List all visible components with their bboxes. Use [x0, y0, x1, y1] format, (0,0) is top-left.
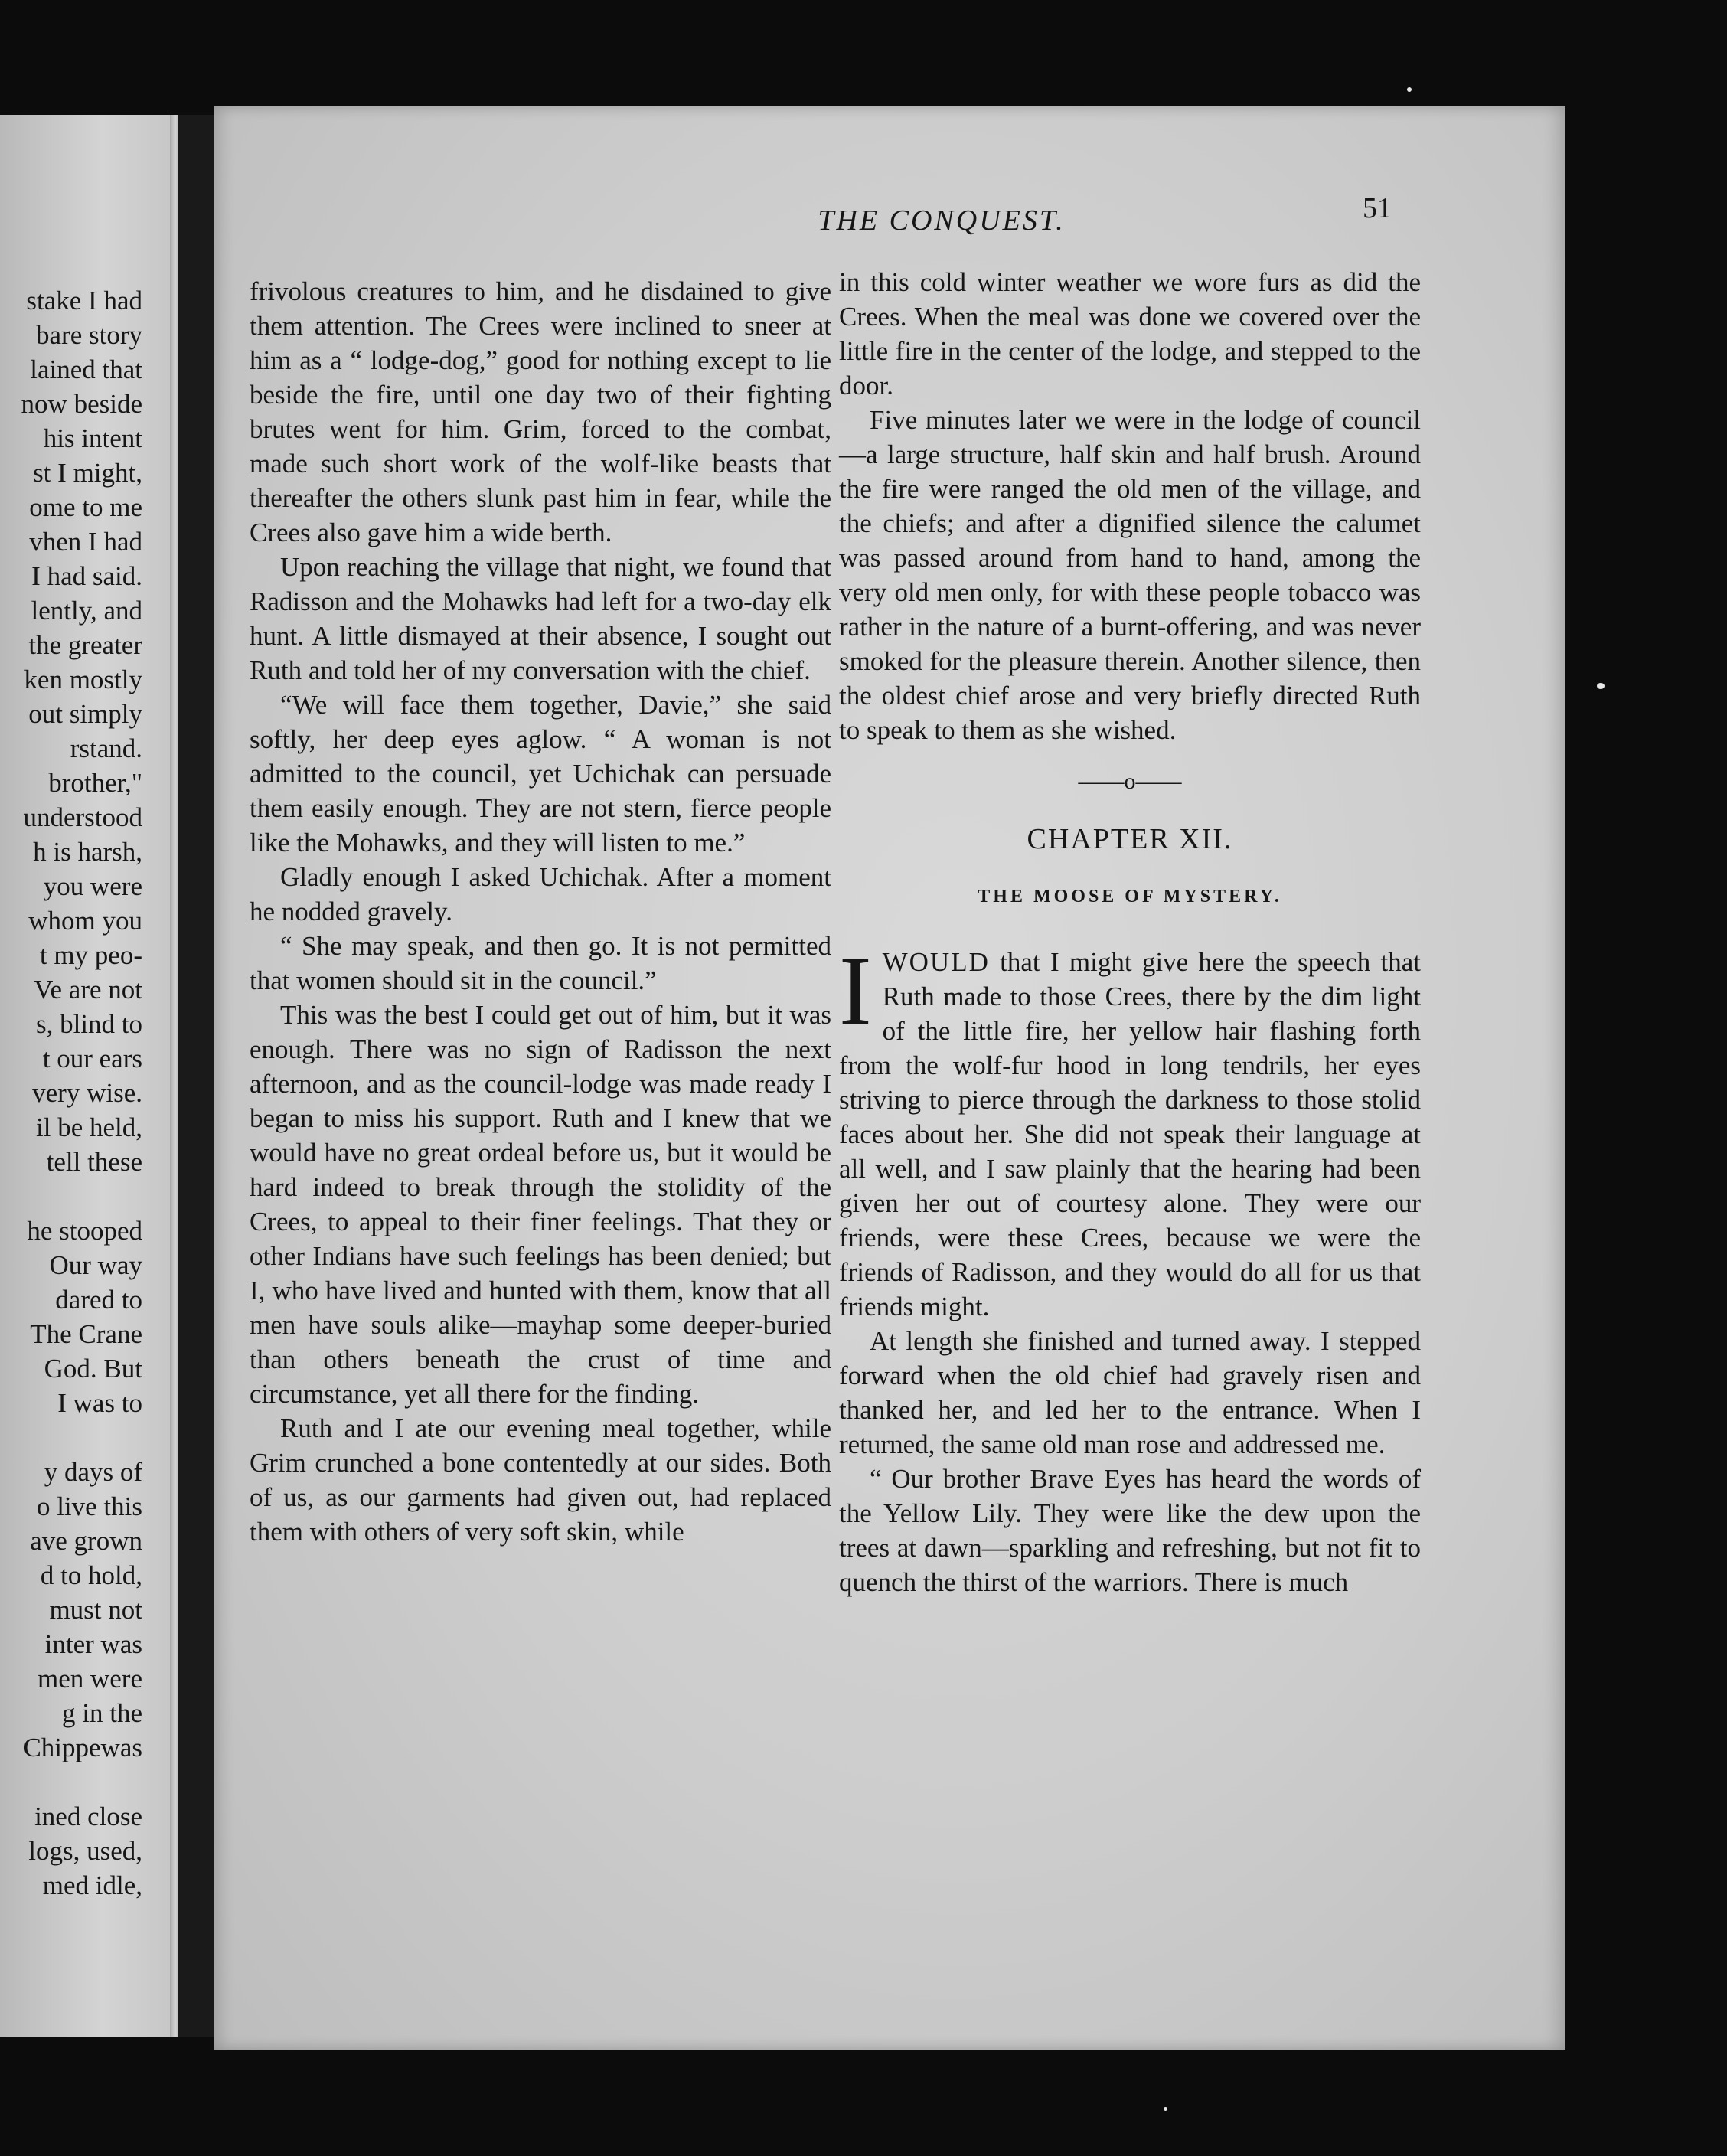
facing-page-line: Our way — [49, 1250, 142, 1280]
body-paragraph: Ruth and I ate our evening meal together, while Grim crunched a bone contentedly at our sides. Both of us, as our garments had given out, had replaced them with others of very soft skin, while — [250, 1413, 831, 1547]
facing-page-line: Ve are not — [34, 975, 142, 1004]
scan-speck — [1407, 87, 1412, 92]
facing-page-line: you were — [43, 871, 142, 901]
drop-cap: I — [839, 936, 872, 1045]
facing-page-line: ave grown — [30, 1526, 142, 1556]
facing-page-line: inter was — [44, 1629, 142, 1659]
facing-page-line: the greater — [28, 630, 142, 660]
facing-page-line: The Crane — [30, 1319, 142, 1349]
facing-page-line: out simply — [28, 699, 142, 729]
running-title: THE CONQUEST. — [818, 204, 1066, 237]
right-text-column — [839, 265, 1421, 1599]
right-column-opening-text — [839, 265, 1421, 747]
facing-page-line: Chippewas — [23, 1733, 142, 1762]
body-paragraph: in this cold winter weather we wore furs as did the Crees. When the meal was done we covered over the little fire in the center of the lodge, and stepped to the door. — [839, 267, 1421, 400]
facing-page-line — [21, 1179, 142, 1214]
facing-page-line: t our ears — [42, 1044, 142, 1073]
first-word: WOULD — [882, 947, 990, 977]
facing-page-line: God. But — [44, 1354, 142, 1383]
facing-page-fragment — [0, 115, 170, 2037]
facing-page-line: men were — [37, 1664, 142, 1694]
facing-page-line: il be held, — [36, 1112, 142, 1142]
facing-page-line — [21, 1420, 142, 1455]
facing-page-line: ome to me — [29, 492, 142, 522]
facing-page-line: stake I had — [26, 286, 142, 315]
scan-speck — [1597, 683, 1605, 689]
facing-page-line: med idle, — [42, 1870, 142, 1900]
facing-page-line: ined close — [34, 1802, 142, 1831]
facing-page-line: d to hold, — [40, 1560, 142, 1590]
body-paragraph: Gladly enough I asked Uchichak. After a moment he nodded gravely. — [250, 862, 831, 926]
facing-page-line: must not — [49, 1595, 142, 1625]
facing-page-line: very wise. — [32, 1078, 142, 1108]
scan-speck — [1164, 2107, 1167, 2111]
right-column-closing-text — [839, 1324, 1421, 1599]
book-page — [214, 106, 1565, 2050]
page-number: 51 — [1363, 192, 1392, 224]
chapter-title: THE MOOSE OF MYSTERY. — [978, 887, 1282, 906]
section-separator: ——o—— — [1078, 769, 1182, 794]
body-paragraph: “We will face them together, Davie,” she said softly, her deep eyes aglow. “ A woman is not admitted to the council, yet Uchichak can persuade them easily enough. They are not stern, fierce people like the Mohawks, and they will listen to me.” — [250, 690, 831, 858]
chapter-heading: CHAPTER XII. — [1027, 823, 1233, 855]
facing-page-line: h is harsh, — [33, 837, 142, 867]
facing-page-line: logs, used, — [28, 1836, 142, 1866]
facing-page-line: brother," — [48, 768, 142, 798]
facing-page-line: I had said. — [31, 561, 142, 591]
facing-page-line: his intent — [43, 423, 142, 453]
facing-page-line: s, blind to — [35, 1009, 142, 1039]
facing-page-line: understood — [23, 802, 142, 832]
gutter-shadow — [178, 115, 214, 2037]
facing-page-line — [21, 1765, 142, 1799]
facing-page-line: tell these — [46, 1147, 142, 1177]
facing-page-line: t my peo- — [39, 940, 142, 970]
facing-page-line: ken mostly — [24, 665, 142, 694]
facing-page-line: g in the — [62, 1698, 142, 1728]
facing-page-text — [21, 283, 142, 1903]
first-paragraph-text: that I might give here the speech that Ruth made to those Crees, there by the dim light of the little fire, her yellow hair flashing forth from the wolf-fur hood in long tendrils, her eyes striving to pierce through the darkness to those stolid faces about her. She did not speak their language at all well, and I saw plainly that the hearing had been given her out of courtesy alone. They were our friends, were these Crees, because we were the friends of Radisson, and they would do all for us that friends might. — [839, 947, 1421, 1321]
facing-page-line: rstand. — [70, 733, 142, 763]
body-paragraph: “ She may speak, and then go. It is not permitted that women should sit in the council.” — [250, 931, 831, 995]
facing-page-line: o live this — [36, 1491, 142, 1521]
facing-page-line: y days of — [44, 1457, 142, 1487]
facing-page-line: I was to — [57, 1388, 142, 1418]
body-paragraph: “ Our brother Brave Eyes has heard the words of the Yellow Lily. They were like the dew upon the trees at dawn—sparkling and refreshing, but not fit to quench the thirst of the warriors. There is much — [839, 1464, 1421, 1597]
facing-page-line: st I might, — [33, 458, 142, 488]
body-paragraph: Upon reaching the village that night, we found that Radisson and the Mohawks had left for a two-day elk hunt. A little dismayed at their absence, I sought out Ruth and told her of my conversation with the chief. — [250, 552, 831, 685]
body-paragraph: frivolous creatures to him, and he disdained to give them attention. The Crees were inclined to sneer at him as a “ lodge-dog,” good for nothing except to lie beside the fire, until one day two of their fighting brutes went for him. Grim, forced to the combat, made such short work of the wolf-like beasts that thereafter the others slunk past him in fear, while the Crees also gave him a wide berth. — [250, 276, 831, 547]
facing-page-line: whom you — [28, 906, 142, 936]
body-paragraph: Five minutes later we were in the lodge of council—a large structure, half skin and half brush. Around the fire were ranged the old men of the village, and the chiefs; and after a dignified silence the calumet was passed around from hand to hand, among the very old men only, for with these people tobacco was rather in the nature of a burnt-offering, and was never smoked for the pleasure therein. Another silence, then the oldest chief arose and very briefly directed Ruth to speak to them as she wished. — [839, 405, 1421, 745]
left-text-column — [250, 274, 831, 1549]
chapter-first-paragraph — [839, 936, 1421, 1324]
facing-page-line: lained that — [30, 354, 142, 384]
facing-page-line: he stooped — [27, 1216, 142, 1246]
facing-page-line: bare story — [36, 320, 142, 350]
facing-page-line: vhen I had — [29, 527, 142, 557]
body-paragraph: At length she finished and turned away. I stepped forward when the old chief had gravely risen and thanked her, and led her to the entrance. When I returned, the same old man rose and addressed me. — [839, 1326, 1421, 1459]
body-paragraph: This was the best I could get out of him, but it was enough. There was no sign of Radisson the next afternoon, and as the council-lodge was made ready I began to miss his support. Ruth and I knew that we would have no great ordeal before us, but it would be hard indeed to break through the stolidity of the Crees, to appeal to their finer feelings. That they or other Indians have such feelings has been denied; but I, who have lived and hunted with them, know that all men have souls alike—mayhap some deeper-buried than others beneath the crust of time and circumstance, yet all there for the finding. — [250, 1000, 831, 1409]
facing-page-line: dared to — [55, 1285, 142, 1315]
facing-page-line: now beside — [21, 389, 142, 419]
facing-page-line: lently, and — [31, 596, 142, 626]
